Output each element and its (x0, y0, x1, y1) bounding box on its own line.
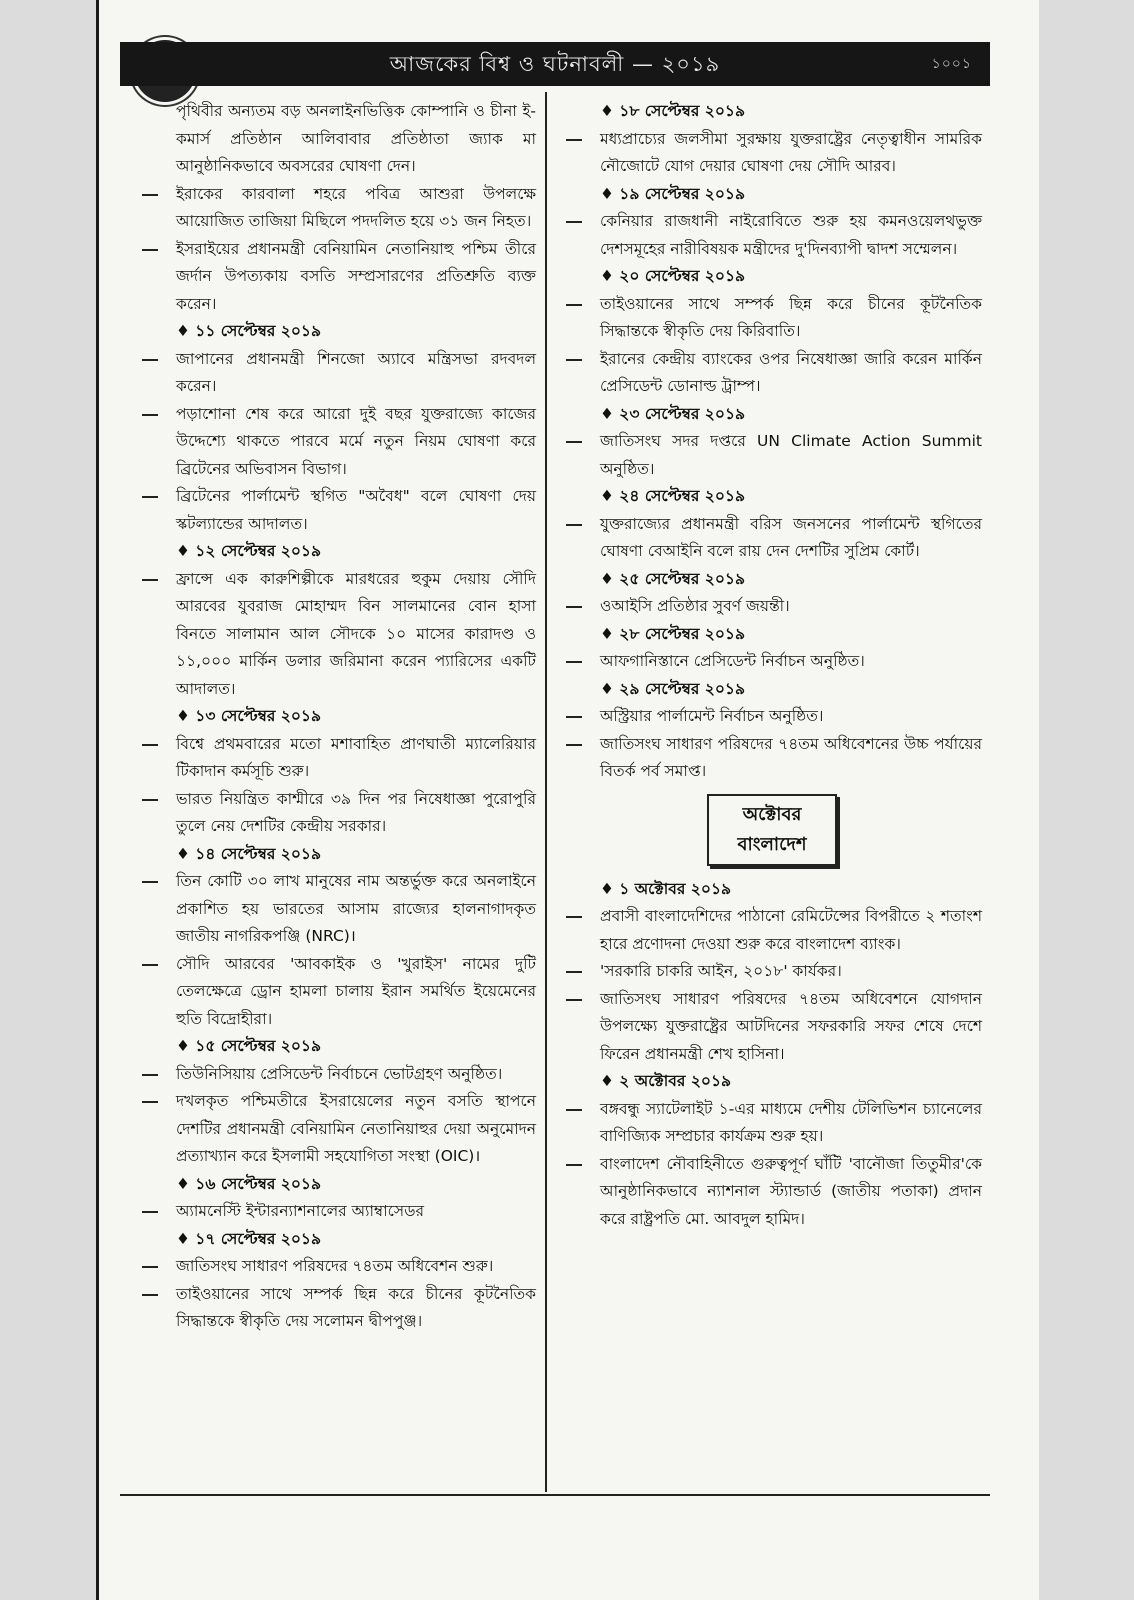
dash-bullet (566, 744, 582, 746)
event-item (562, 126, 982, 181)
event-item (562, 903, 982, 958)
entry-text: অক্টোবর বাংলাদেশ (737, 803, 807, 855)
event-item (138, 236, 536, 319)
entry-text: অ্যামনেস্টি ইন্টারন্যাশনালের অ্যাম্বাসেডর (176, 1202, 425, 1220)
dash-bullet (142, 1074, 158, 1076)
entry-text: ইরাকের কারবালা শহরে পবিত্র আশুরা উপলক্ষে আয়োজিত তাজিয়া মিছিলে পদদলিত হয়ে ৩১ জন নিহত। (176, 184, 536, 230)
entry-text: ♦ ১৮ সেপ্টেম্বর ২০১৯ (600, 102, 746, 120)
entry-text: ওআইসি প্রতিষ্ঠার সুবর্ণ জয়ন্তী। (600, 597, 790, 615)
entry-text: জাতিসংঘ সাধারণ পরিষদের ৭৪তম অধিবেশনের উচ্চ পর্যায়ের বিতর্ক পর্ব সমাপ্ত। (600, 734, 982, 780)
dash-bullet (142, 359, 158, 361)
entry-text: ♦ ২০ সেপ্টেম্বর ২০১৯ (600, 267, 746, 285)
entry-text: আফগানিস্তানে প্রেসিডেন্ট নির্বাচন অনুষ্ঠিত। (600, 652, 865, 670)
entry-text: পড়াশোনা শেষ করে আরো দুই বছর যুক্তরাজ্যে কাজের উদ্দেশ্যে থাকতে পারবে মর্মে নতুন নিয়ম ঘোষণা করে ব্রিটেনের অভিবাসন বিভাগ। (176, 404, 536, 478)
date-heading (562, 181, 982, 209)
event-item (562, 208, 982, 263)
dash-bullet (566, 999, 582, 1001)
dash-bullet (142, 496, 158, 498)
entry-text: দখলকৃত পশ্চিমতীরে ইসরায়েলের নতুন বসতি স্থাপনে দেশটির প্রধানমন্ত্রী বেনিয়ামিন নেতানিয়াহুর দেয়া অনুমোদন প্রত্যাখ্যান করে ইসলামী সহযোগিতা সংস্থা (OIC)। (176, 1092, 536, 1165)
dash-bullet (566, 221, 582, 223)
dash-bullet (566, 359, 582, 361)
event-item (138, 868, 536, 951)
date-heading (562, 401, 982, 429)
event-item (562, 511, 982, 566)
entry-text: ♦ ১৫ সেপ্টেম্বর ২০১৯ (176, 1037, 322, 1055)
dash-bullet (566, 661, 582, 663)
dash-bullet (142, 1294, 158, 1296)
entry-text: তাইওয়ানের সাথে সম্পর্ক ছিন্ন করে চীনের কূটনৈতিক সিদ্ধান্তকে স্বীকৃতি দেয় কিরিবাতি। (600, 294, 982, 340)
event-item (562, 958, 982, 986)
date-heading (138, 841, 536, 869)
entry-text: ইরানের কেন্দ্রীয় ব্যাংকের ওপর নিষেধাজ্ঞা জারি করেন মার্কিন প্রেসিডেন্ট ডোনাল্ড ট্রাম্প। (600, 349, 982, 395)
date-heading (562, 263, 982, 291)
event-item (138, 1253, 536, 1281)
entry-text: জাতিসংঘ সাধারণ পরিষদের ৭৪তম অধিবেশন শুরু। (176, 1257, 494, 1275)
date-heading (138, 1171, 536, 1199)
entry-text: তিন কোটি ৩০ লাখ মানুষের নাম অন্তর্ভুক্ত করে অনলাইনে প্রকাশিত হয় ভারতের আসাম রাজ্যের হালনাগাদকৃত জাতীয় নাগরিকপঞ্জি (NRC)। (176, 872, 536, 945)
event-item (562, 703, 982, 731)
dash-bullet (566, 139, 582, 141)
section-box (707, 794, 837, 866)
date-heading (562, 483, 982, 511)
header-page-number: ১০০১ (931, 56, 972, 72)
entry-text: ব্রিটেনের পার্লামেন্ট স্থগিত "অবৈধ" বলে ঘোষণা দেয় স্কটল্যান্ডের আদালত। (176, 487, 536, 533)
dash-bullet (142, 1266, 158, 1268)
event-item (138, 483, 536, 538)
entry-text: ♦ ২৪ সেপ্টেম্বর ২০১৯ (600, 487, 746, 505)
header-title: আজকের বিশ্ব ও ঘটনাবলী — ২০১৯ (389, 52, 721, 76)
date-heading (138, 703, 536, 731)
entry-text: জাতিসংঘ সাধারণ পরিষদের ৭৪তম অধিবেশনে যোগদান উপলক্ষ্যে যুক্তরাষ্ট্রের আটদিনের সফরকারি সফর শেষে দেশে ফিরেন প্রধানমন্ত্রী শেখ হাসিনা। (600, 989, 982, 1063)
dash-bullet (566, 606, 582, 608)
event-item (562, 291, 982, 346)
event-item (138, 346, 536, 401)
dash-bullet (142, 881, 158, 883)
entry-text: বঙ্গবন্ধু স্যাটেলাইট ১-এর মাধ্যমে দেশীয় টেলিভিশন চ্যানেলের বাণিজ্যিক সম্প্রচার কার্যক্রম শুরু হয়। (600, 1099, 982, 1145)
entry-text: সৌদি আরবের 'আবকাইক ও 'খুরাইস' নামের দুটি তেলক্ষেত্রে ড্রোন হামলা চালায় ইরান সমর্থিত ইয়েমেনের হুতি বিদ্রোহীরা। (176, 954, 536, 1028)
event-item (562, 593, 982, 621)
entry-text: ♦ ২৩ সেপ্টেম্বর ২০১৯ (600, 404, 746, 423)
dash-bullet (566, 716, 582, 718)
entry-text: ♦ ১৭ সেপ্টেম্বর ২০১৯ (176, 1229, 322, 1248)
dash-bullet (142, 249, 158, 251)
dash-bullet (142, 1211, 158, 1213)
date-heading (138, 318, 536, 346)
entry-text: জাপানের প্রধানমন্ত্রী শিনজো অ্যাবে মন্ত্রিসভা রদবদল করেন। (176, 349, 536, 395)
entry-text: প্রবাসী বাংলাদেশিদের পাঠানো রেমিটেন্সের বিপরীতে ২ শতাংশ হারে প্রণোদনা দেওয়া শুরু করে বাংলাদেশ ব্যাংক। (600, 907, 982, 953)
event-item (138, 401, 536, 484)
dash-bullet (566, 304, 582, 306)
entry-text: ♦ ২৮ সেপ্টেম্বর ২০১৯ (600, 624, 746, 643)
event-item (138, 951, 536, 1034)
entry-text: ফ্রান্সে এক কারুশিল্পীকে মারধরের হুকুম দেয়ায় সৌদি আরবের যুবরাজ মোহাম্মদ বিন সালমানের বোন হাসা বিনতে সালামান আল সৌদকে ১০ মাসের কারাদণ্ড ও ১১,০০০ মার্কিন ডলার জরিমানা করেন প্যারিসের একটি আদালত। (176, 569, 536, 698)
date-heading (562, 621, 982, 649)
event-item (562, 986, 982, 1069)
entry-text: ♦ ২৫ সেপ্টেম্বর ২০১৯ (600, 569, 746, 588)
entry-text: বাংলাদেশ নৌবাহিনীতে গুরুত্বপূর্ণ ঘাঁটি 'বানৌজা তিতুমীর'কে আনুষ্ঠানিকভাবে ন্যাশনাল স্ট্যান্ডার্ড (জাতীয় পতাকা) প্রদান করে রাষ্ট্রপতি মো. আবদুল হামিদ। (600, 1154, 982, 1228)
left-column (138, 98, 536, 1336)
date-heading (562, 676, 982, 704)
event-item (138, 1281, 536, 1336)
date-heading (562, 876, 982, 904)
entry-text: বিশ্বে প্রথমবারের মতো মশাবাহিত প্রাণঘাতী ম্যালেরিয়ার টিকাদান কর্মসূচি শুরু। (176, 734, 536, 780)
event-item (562, 1096, 982, 1151)
event-item (138, 1198, 536, 1226)
event-item (562, 648, 982, 676)
entry-text: ♦ ২ অক্টোবর ২০১৯ (600, 1072, 732, 1090)
entry-text: অস্ট্রিয়ার পার্লামেন্ট নির্বাচন অনুষ্ঠিত। (600, 707, 824, 725)
entry-text: তিউনিসিয়ায় প্রেসিডেন্ট নির্বাচনে ভোটগ্রহণ অনুষ্ঠিত। (176, 1064, 503, 1083)
entry-text: ♦ ১৬ সেপ্টেম্বর ২০১৯ (176, 1174, 322, 1193)
dash-bullet (142, 1101, 158, 1103)
event-item (138, 566, 536, 704)
entry-text: পৃথিবীর অন্যতম বড় অনলাইনভিত্তিক কোম্পানি ও চীনা ই-কমার্স প্রতিষ্ঠান আলিবাবার প্রতিষ্ঠাতা জ্যাক মা আনুষ্ঠানিকভাবে অবসরের ঘোষণা দেন। (176, 102, 536, 175)
entry-text: 'সরকারি চাকরি আইন, ২০১৮' কার্যকর। (600, 962, 842, 980)
event-item (138, 786, 536, 841)
entry-text: ভারত নিয়ন্ত্রিত কাশ্মীরে ৩৯ দিন পর নিষেধাজ্ঞা পুরোপুরি তুলে নেয় দেশটির কেন্দ্রীয় সরকার। (176, 789, 536, 835)
entry-text: মধ্যপ্রাচ্যের জলসীমা সুরক্ষায় যুক্তরাষ্ট্রের নেতৃত্বাধীন সামরিক নৌজোটে যোগ দেয়ার ঘোষণা দেয় সৌদি আরব। (600, 129, 982, 175)
continued-paragraph (138, 98, 536, 181)
event-item (562, 428, 982, 483)
entry-text: ইসরাইয়ের প্রধানমন্ত্রী বেনিয়ামিন নেতানিয়াহু পশ্চিম তীরে জর্দান উপত্যকায় বসতি সম্প্রসারণের প্রতিশ্রুতি ব্যক্ত করেন। (176, 239, 536, 313)
dash-bullet (142, 194, 158, 196)
event-item (562, 731, 982, 786)
date-heading (562, 1068, 982, 1096)
date-heading (138, 538, 536, 566)
dash-bullet (142, 579, 158, 581)
running-header (120, 42, 990, 86)
date-heading (562, 566, 982, 594)
dash-bullet (566, 441, 582, 443)
date-heading (562, 98, 982, 126)
event-item (138, 731, 536, 786)
entry-text: ♦ ১১ সেপ্টেম্বর ২০১৯ (176, 322, 322, 340)
entry-text: যুক্তরাজ্যের প্রধানমন্ত্রী বরিস জনসনের পার্লামেন্ট স্থগিতের ঘোষণা বেআইনি বলে রায় দেন দেশটির সুপ্রিম কোর্ট। (600, 514, 982, 560)
event-item (138, 1061, 536, 1089)
date-heading (138, 1226, 536, 1254)
dash-bullet (142, 414, 158, 416)
right-column (562, 98, 982, 1233)
dash-bullet (142, 744, 158, 746)
entry-text: ♦ ১২ সেপ্টেম্বর ২০১৯ (176, 542, 322, 560)
event-item (562, 346, 982, 401)
dash-bullet (142, 799, 158, 801)
dash-bullet (142, 964, 158, 966)
bottom-rule (120, 1494, 990, 1496)
entry-text: ♦ ১৯ সেপ্টেম্বর ২০১৯ (600, 184, 746, 203)
dash-bullet (566, 524, 582, 526)
dash-bullet (566, 1109, 582, 1111)
column-divider (545, 92, 547, 1492)
entry-text: কেনিয়ার রাজধানী নাইরোবিতে শুরু হয় কমনওয়েলথভুক্ত দেশসমূহের নারীবিষয়ক মন্ত্রীদের দু'দিনব্যাপী দ্বাদশ সম্মেলন। (600, 212, 982, 258)
event-item (138, 1088, 536, 1171)
dash-bullet (566, 1164, 582, 1166)
dash-bullet (566, 916, 582, 918)
entry-text: ♦ ১৩ সেপ্টেম্বর ২০১৯ (176, 707, 322, 725)
entry-text: তাইওয়ানের সাথে সম্পর্ক ছিন্ন করে চীনের কূটনৈতিক সিদ্ধান্তকে স্বীকৃতি দেয় সলোমন দ্বীপপুঞ্জ। (176, 1284, 536, 1330)
entry-text: ♦ ১৪ সেপ্টেম্বর ২০১৯ (176, 844, 322, 863)
entry-text: জাতিসংঘ সদর দপ্তরে UN Climate Action Summit অনুষ্ঠিত। (600, 432, 982, 478)
event-item (138, 181, 536, 236)
dash-bullet (566, 971, 582, 973)
entry-text: ♦ ২৯ সেপ্টেম্বর ২০১৯ (600, 679, 746, 698)
event-item (562, 1151, 982, 1234)
entry-text: ♦ ১ অক্টোবর ২০১৯ (600, 879, 732, 898)
date-heading (138, 1033, 536, 1061)
